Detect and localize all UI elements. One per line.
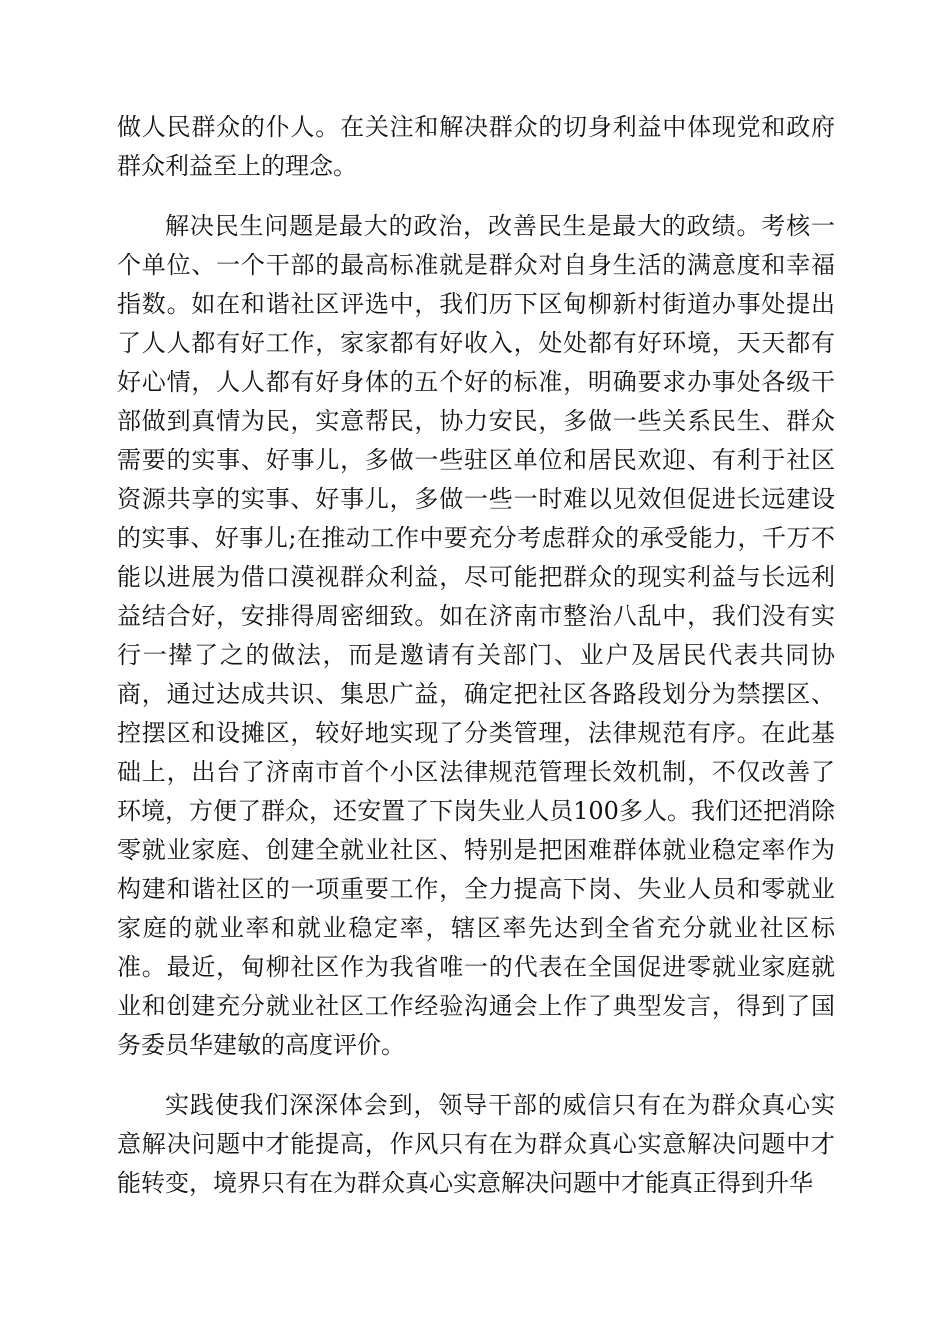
- paragraph-3: 实践使我们深深体会到，领导干部的威信只有在为群众真心实意解决问题中才能提高，作风只有在为群众真心实意解决问题中才能转变，境界只有在为群众真心实意解决问题中才能真正得到升华: [117, 1091, 835, 1197]
- paragraph-2: 解决民生问题是最大的政治，改善民生是最大的政绩。考核一个单位、一个干部的最高标准就是群众对自身生活的满意度和幸福指数。如在和谐社区评选中，我们历下区甸柳新村街道办事处提出了人人都有好工作，家家都有好收入，处处都有好环境，天天都有好心情，人人都有好身体的五个好的标准，明确要求办事处各级干部做到真情为民，实意帮民，协力安民，多做一些关系民生、群众需要的实事、好事儿，多做一些驻区单位和居民欢迎、有利于社区资源共享的实事、好事儿，多做一些一时难以见效但促进长远建设的实事、好事儿;在推动工作中要充分考虑群众的承受能力，千万不能以进展为借口漠视群众利益，尽可能把群众的现实利益与长远利益结合好，安排得周密细致。如在济南市整治八乱中，我们没有实行一撵了之的做法，而是邀请有关部门、业户及居民代表共同协商，通过达成共识、集思广益，确定把社区各路段划分为禁摆区、控摆区和设摊区，较好地实现了分类管理，法律规范有序。在此基础上，出台了济南市首个小区法律规范管理长效机制，不仅改善了环境，方便了群众，还安置了下岗失业人员100多人。我们还把消除零就业家庭、创建全就业社区、特别是把困难群体就业稳定率作为构建和谐社区的一项重要工作，全力提高下岗、失业人员和零就业家庭的就业率和就业稳定率，辖区率先达到全省充分就业社区标准。最近，甸柳社区作为我省唯一的代表在全国促进零就业家庭就业和创建充分就业社区工作经验沟通会上作了典型发言，得到了国务委员华建敏的高度评价。: [117, 212, 835, 1059]
- document-body: [117, 108, 835, 1203]
- paragraph-1: 做人民群众的仆人。在关注和解决群众的切身利益中体现党和政府群众利益至上的理念。: [117, 113, 835, 180]
